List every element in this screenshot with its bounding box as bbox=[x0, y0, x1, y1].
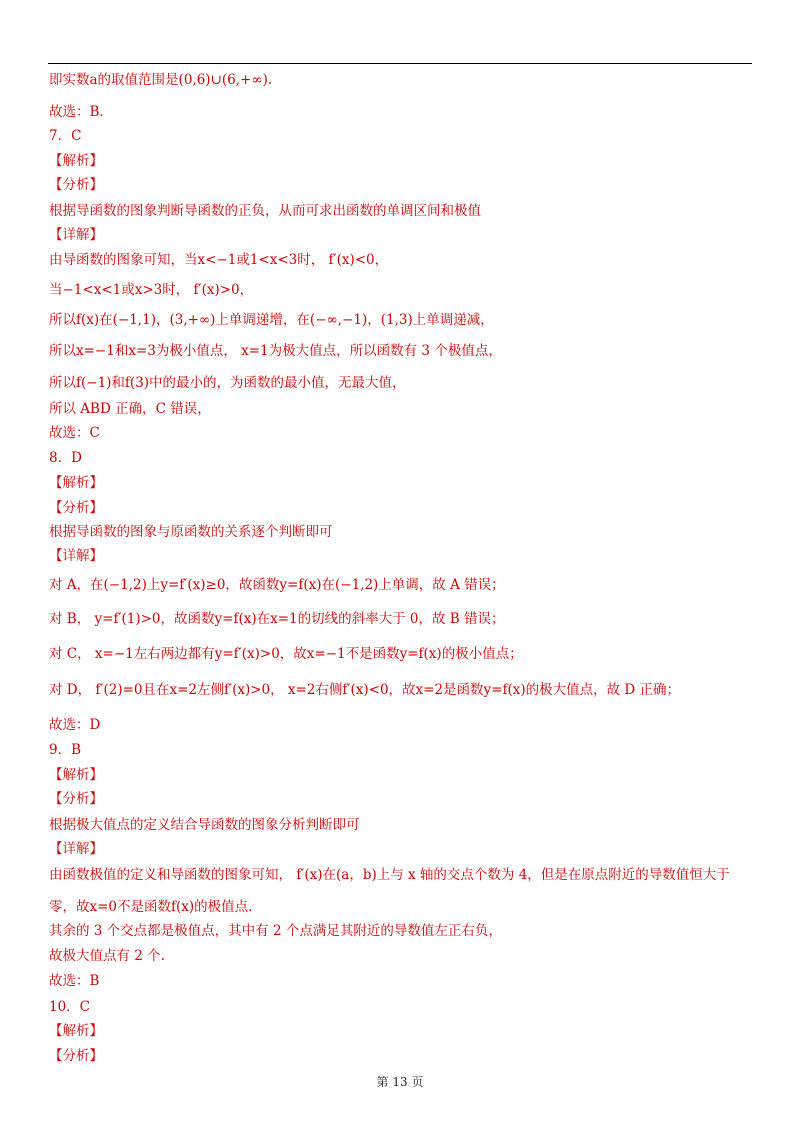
text-line: 8．D bbox=[49, 450, 82, 466]
text-line: 所以f(x)在(−1,1)，(3,+∞)上单调递增，在(−∞,−1)，(1,3)上单调递减， bbox=[49, 312, 494, 328]
text-line: 【解析】 bbox=[49, 153, 103, 169]
text-line: 【详解】 bbox=[49, 548, 103, 564]
text-line: 对 C， x=−1左右两边都有y=f′(x)>0，故x=−1不是函数y=f(x)的极小值点； bbox=[49, 646, 523, 662]
page-number: 第 13 页 bbox=[376, 1075, 424, 1089]
text-line: 即实数a的取值范围是(0,6)∪(6,+∞). bbox=[49, 72, 273, 88]
text-line: 故选：C bbox=[49, 425, 100, 441]
text-line: 故选：B． bbox=[49, 104, 113, 120]
text-line: 零，故x=0不是函数f(x)的极值点. bbox=[49, 899, 253, 915]
text-line: 由导函数的图象可知，当x<−1或1<x<3时， f′(x)<0， bbox=[49, 252, 389, 268]
text-line: 【分析】 bbox=[49, 177, 103, 193]
text-line: 10．C bbox=[49, 999, 91, 1015]
text-line: 【解析】 bbox=[49, 1023, 103, 1039]
text-line: 故极大值点有 2 个. bbox=[49, 948, 165, 964]
text-line: 【分析】 bbox=[49, 1048, 103, 1064]
text-line: 根据导函数的图象判断导函数的正负，从而可求出函数的单调区间和极值 bbox=[49, 203, 481, 219]
text-line: 对 B， y=f′(1)>0，故函数y=f(x)在x=1的切线的斜率大于 0，故 B 错误； bbox=[49, 611, 505, 627]
text-line: 【分析】 bbox=[49, 500, 103, 516]
text-line: 对 D， f′(2)=0且在x=2左侧f′(x)>0， x=2右侧f′(x)<0，故x=2是函数y=f(x)的极大值点，故 D 正确； bbox=[49, 682, 681, 698]
text-line: 【分析】 bbox=[49, 791, 103, 807]
text-line: 7．C bbox=[49, 128, 82, 144]
text-line: 其余的 3 个交点都是极值点，其中有 2 个点满足其附近的导数值左正右负， bbox=[49, 923, 502, 939]
text-line: 由函数极值的定义和导函数的图象可知， f′(x)在(a，b)上与 x 轴的交点个数为 4，但是在原点附近的导数值恒大于 bbox=[49, 867, 730, 883]
top-rule bbox=[48, 63, 752, 64]
text-line: 【详解】 bbox=[49, 227, 103, 243]
text-line: 当−1<x<1或x>3时， f′(x)>0， bbox=[49, 282, 254, 298]
text-line: 所以 ABD 正确，C 错误， bbox=[49, 401, 211, 417]
text-line: 9．B bbox=[49, 742, 82, 758]
text-line: 所以x=−1和x=3为极小值点， x=1为极大值点，所以函数有 3 个极值点， bbox=[49, 343, 502, 359]
text-line: 所以f(−1)和f(3)中的最小的，为函数的最小值，无最大值， bbox=[49, 375, 406, 391]
text-line: 【解析】 bbox=[49, 475, 103, 491]
text-line: 根据导函数的图象与原函数的关系逐个判断即可 bbox=[49, 524, 333, 540]
text-line: 根据极大值点的定义结合导函数的图象分析判断即可 bbox=[49, 817, 360, 833]
text-line: 故选：D bbox=[49, 717, 101, 733]
text-line: 对 A，在(−1,2)上y=f′(x)≥0，故函数y=f(x)在(−1,2)上单调，故 A 错误； bbox=[49, 577, 505, 593]
text-line: 【解析】 bbox=[49, 767, 103, 783]
text-line: 故选：B bbox=[49, 973, 100, 989]
text-line: 【详解】 bbox=[49, 841, 103, 857]
